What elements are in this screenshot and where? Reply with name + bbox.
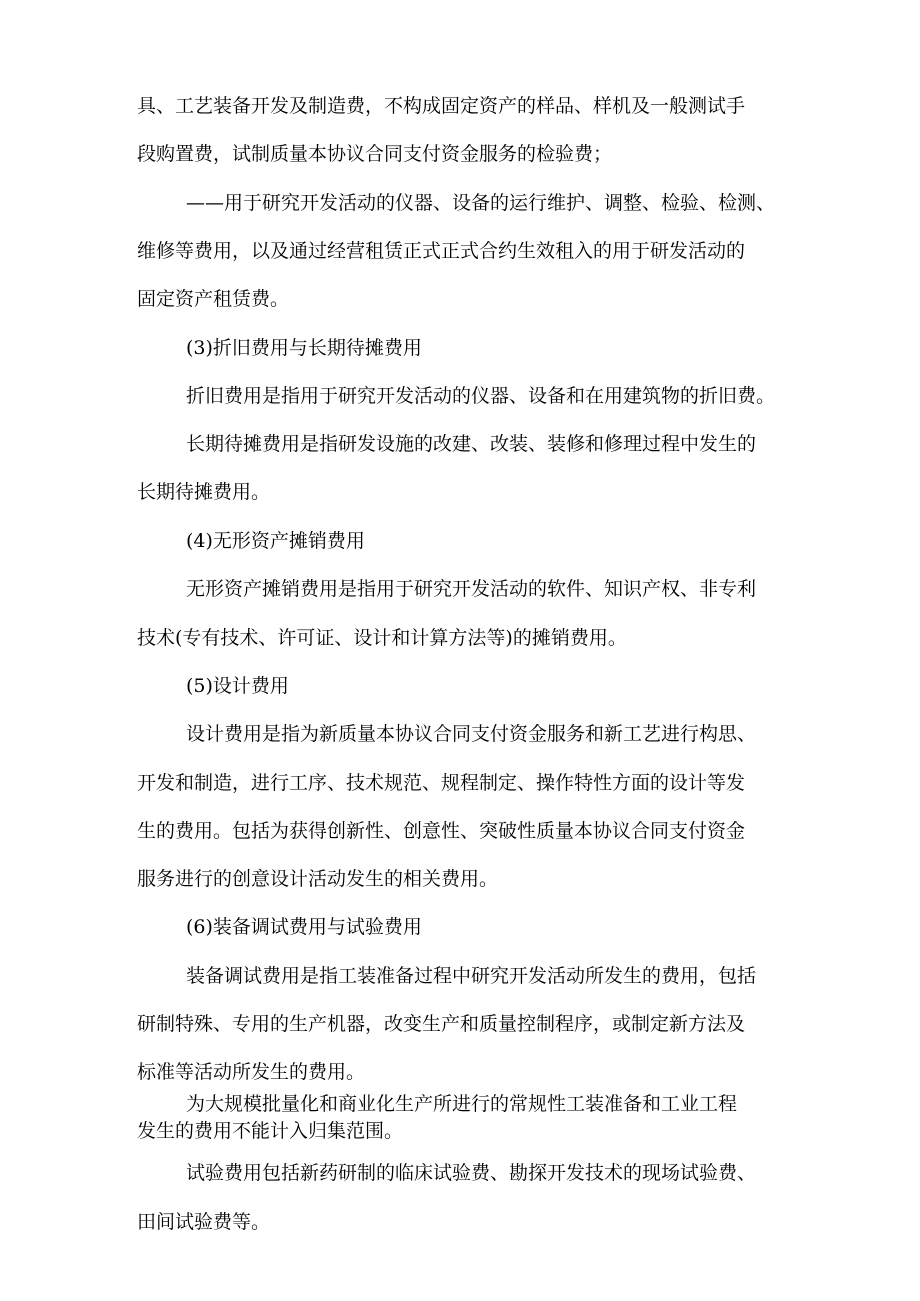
body-text-line: 技术(专有技术、许可证、设计和计算方法等)的摊销费用。 — [137, 627, 627, 649]
section-heading: (5)设计费用 — [186, 675, 289, 697]
body-text-line: 发生的费用不能计入归集范围。 — [137, 1120, 404, 1142]
body-text-line: 标准等活动所发生的费用。 — [137, 1061, 366, 1083]
body-text-line: 无形资产摊销费用是指用于研究开发活动的软件、知识产权、非专利 — [186, 578, 757, 600]
section-heading: (3)折旧费用与长期待摊费用 — [186, 337, 422, 359]
body-text-line: 装备调试费用是指工装准备过程中研究开发活动所发生的费用，包括 — [186, 965, 757, 987]
body-text-line: ——用于研究开发活动的仪器、设备的运行维护、调整、检验、检测、 — [186, 192, 776, 214]
body-text-line: 固定资产租赁费。 — [137, 288, 290, 310]
section-heading: (4)无形资产摊销费用 — [186, 530, 365, 552]
body-text-line: 长期待摊费用。 — [137, 481, 271, 503]
body-text-line: 长期待摊费用是指研发设施的改建、改装、装修和修理过程中发生的 — [186, 433, 757, 455]
body-text-line: 折旧费用是指用于研究开发活动的仪器、设备和在用建筑物的折旧费。 — [186, 385, 776, 407]
body-text-line: 田间试验费等。 — [137, 1211, 271, 1233]
section-heading: (6)装备调试费用与试验费用 — [186, 916, 422, 938]
body-text-line: 生的费用。包括为获得创新性、创意性、突破性质量本协议合同支付资金 — [137, 820, 746, 842]
body-text-line: 研制特殊、专用的生产机器，改变生产和质量控制程序，或制定新方法及 — [137, 1013, 746, 1035]
body-text-line: 为大规模批量化和商业化生产所进行的常规性工装准备和工业工程 — [186, 1093, 738, 1115]
body-text-line: 服务进行的创意设计活动发生的相关费用。 — [137, 868, 499, 890]
body-text-line: 段购置费，试制质量本协议合同支付资金服务的检验费； — [137, 143, 613, 165]
body-text-line: 维修等费用，以及通过经营租赁正式正式合约生效租入的用于研发活动的 — [137, 240, 746, 262]
body-text-line: 具、工艺装备开发及制造费，不构成固定资产的样品、样机及一般测试手 — [137, 95, 746, 117]
body-text-line: 设计费用是指为新质量本协议合同支付资金服务和新工艺进行构思、 — [186, 723, 757, 745]
body-text-line: 开发和制造，进行工序、技术规范、规程制定、操作特性方面的设计等发 — [137, 772, 746, 794]
body-text-line: 试验费用包括新药研制的临床试验费、勘探开发技术的现场试验费、 — [186, 1162, 757, 1184]
